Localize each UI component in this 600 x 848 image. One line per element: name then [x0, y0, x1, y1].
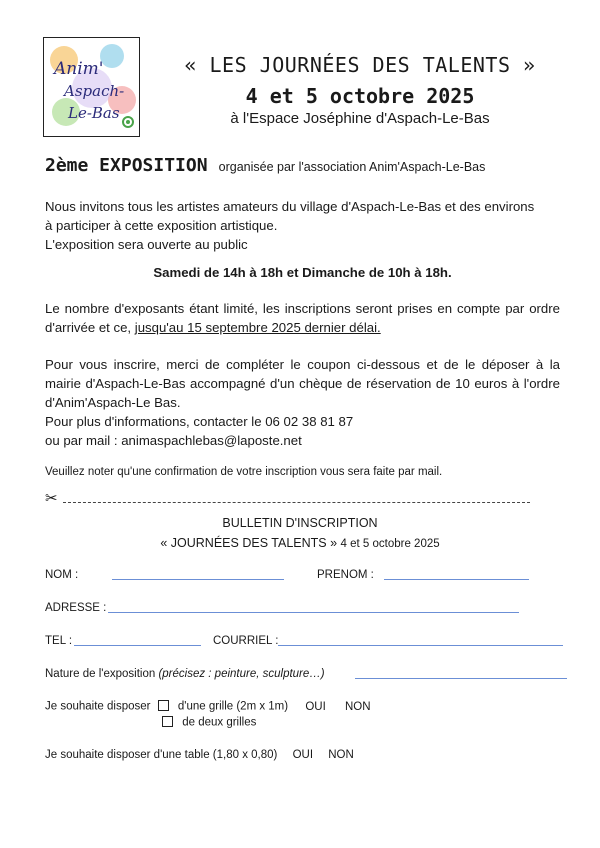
prenom-label: PRENOM :	[317, 569, 374, 581]
adresse-field[interactable]	[108, 612, 519, 613]
logo-text-3: Le-Bas	[68, 104, 120, 122]
bulletin-subtitle-row	[100, 536, 500, 550]
instructions-text: Pour vous inscrire, merci de compléter le coupon ci-dessous et de le déposer à la mairie d'Aspach-Le-Bas accompagné d'un chèque de réservation de 10 euros à l'ordre d'Anim'Aspach-Le Bas.	[45, 357, 560, 410]
table-row	[45, 749, 354, 761]
logo-text-1: Anim'	[54, 59, 104, 79]
event-title: « LES JOURNÉES DES TALENTS »	[184, 53, 536, 77]
association-logo	[43, 37, 140, 137]
confirmation-note: Veuillez noter qu'une confirmation de votre inscription vous sera faite par mail.	[45, 466, 443, 478]
bulletin-title: BULLETIN D'INSCRIPTION	[222, 516, 378, 530]
grille-option-1: d'une grille (2m x 1m)	[177, 700, 289, 713]
nom-label: NOM :	[45, 569, 79, 581]
scissors-icon: ✂	[45, 489, 58, 507]
grille-one-checkbox[interactable]	[158, 700, 169, 711]
intro-line-3: L'exposition sera ouverte au public	[45, 237, 248, 252]
nature-row	[45, 668, 325, 680]
dashed-divider	[63, 502, 530, 503]
contact-mail: ou par mail : animaspachlebas@laposte.net	[45, 433, 302, 448]
courriel-label: COURRIEL :	[213, 635, 279, 647]
prenom-field[interactable]	[384, 579, 529, 580]
table-oui[interactable]: OUI	[292, 749, 314, 761]
grille-two-checkbox[interactable]	[162, 716, 173, 727]
grille-non[interactable]: NON	[344, 700, 371, 713]
grille-oui[interactable]: OUI	[305, 700, 326, 713]
exposition-title: 2ème EXPOSITION	[45, 155, 208, 176]
intro-line-2: à participer à cette exposition artistique.	[45, 218, 278, 233]
tel-label: TEL :	[45, 635, 73, 647]
table-non[interactable]: NON	[328, 749, 354, 761]
cut-line	[45, 491, 530, 511]
instructions-paragraph	[45, 355, 560, 450]
grille-row-2	[158, 716, 256, 729]
contact-phone: Pour plus d'informations, contacter le 06 02 38 81 87	[45, 414, 354, 429]
event-dates: 4 et 5 octobre 2025	[245, 84, 475, 108]
bulletin-dates: 4 et 5 octobre 2025	[340, 538, 440, 550]
registration-deadline: jusqu'au 15 septembre 2025 dernier délai.	[134, 320, 381, 335]
nom-field[interactable]	[112, 579, 284, 580]
intro-paragraph	[45, 197, 560, 254]
table-label: Je souhaite disposer d'une table (1,80 x 0,80)	[45, 749, 278, 761]
courriel-field[interactable]	[278, 645, 563, 646]
adresse-label: ADRESSE :	[45, 602, 107, 614]
registration-text: Le nombre d'exposants étant limité, les inscriptions seront prises en compte par ordre d'arrivée et ce,	[45, 301, 560, 335]
event-venue: à l'Espace Joséphine d'Aspach-Le-Bas	[230, 110, 490, 127]
nature-label: Nature de l'exposition	[45, 668, 156, 680]
logo-artwork	[44, 38, 139, 136]
exposition-heading	[45, 155, 485, 176]
nature-hint: (précisez : peinture, sculpture…)	[158, 668, 325, 680]
intro-line-1: Nous invitons tous les artistes amateurs du village d'Aspach-Le-Bas et des environs	[45, 199, 535, 214]
grille-label: Je souhaite disposer	[45, 700, 151, 713]
grille-row	[45, 700, 371, 713]
bulletin-subtitle: « JOURNÉES DES TALENTS »	[160, 536, 338, 550]
nature-field[interactable]	[355, 678, 567, 679]
opening-hours: Samedi de 14h à 18h et Dimanche de 10h à 18h.	[153, 265, 452, 280]
grille-option-2: de deux grilles	[182, 716, 257, 729]
tel-field[interactable]	[74, 645, 201, 646]
exposition-organizer: organisée par l'association Anim'Aspach-Le-Bas	[218, 160, 486, 174]
registration-paragraph	[45, 299, 560, 337]
logo-text-2: Aspach-	[64, 82, 125, 100]
